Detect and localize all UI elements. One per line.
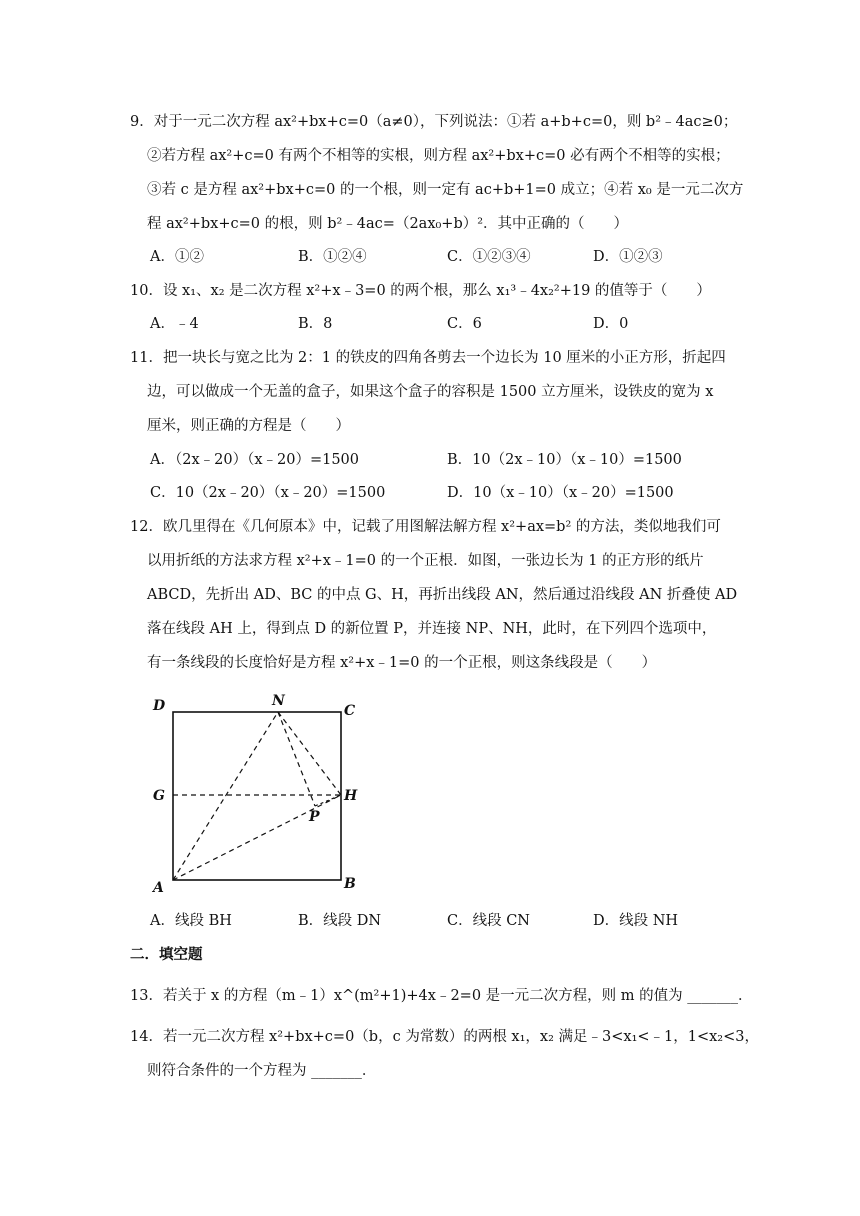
q11-line-2: 边，可以做成一个无盖的盒子，如果这个盒子的容积是 1500 立方厘米，设铁皮的宽为 x [147,384,714,400]
q9-line-4: 程 ax²+bx+c=0 的根，则 b²﹣4ac=（2ax₀+b）²．其中正确的（ ） [147,216,629,232]
q9-line-2: ②若方程 ax²+c=0 有两个不相等的实根，则方程 ax²+bx+c=0 必有两个不相等的实根； [147,148,730,164]
q9-line-3: ③若 c 是方程 ax²+bx+c=0 的一个根，则一定有 ac+b+1=0 成立；④若 x₀ 是一元二次方 [147,182,744,198]
q11-option-b: B．10（2x﹣10）（x﹣10）=1500 [447,452,682,468]
segment-an [173,712,278,880]
square-folding-figure [145,688,375,898]
q9-option-c: C．①②③④ [447,249,531,265]
q12-option-d: D．线段 NH [593,913,679,929]
q10-option-c: C．6 [447,316,482,332]
segment-np [278,712,315,806]
q12-line-1: 12．欧几里得在《几何原本》中，记载了用图解法解方程 x²+ax=b² 的方法，类似地我们可 [130,519,721,535]
q9-option-d: D．①②③ [593,249,663,265]
q14-line-1: 14．若一元二次方程 x²+bx+c=0（b，c 为常数）的两根 x₁，x₂ 满足﹣3<x₁<﹣1，1<x₂<3， [130,1029,759,1045]
q12-line-5: 有一条线段的长度恰好是方程 x²+x﹣1=0 的一个正根，则这条线段是（ ） [147,655,657,671]
q11-option-a: A．（2x﹣20）（x﹣20）=1500 [150,452,360,468]
q12-line-3: ABCD，先折出 AD、BC 的中点 G、H，再折出线段 AN，然后通过沿线段 AN 折叠使 AD [147,587,738,603]
q10-option-b: B．8 [298,316,333,332]
label-d: D [153,698,166,714]
q10-option-d: D．0 [593,316,629,332]
segment-nh [278,712,341,795]
q14-line-2: 则符合条件的一个方程为 _______． [147,1063,377,1079]
q10-option-a: A．﹣4 [150,316,199,332]
label-p: P [309,809,320,825]
label-g: G [153,788,165,804]
label-n: N [272,693,285,709]
square-abcd [173,712,341,880]
q11-option-d: D．10（x﹣10）（x﹣20）=1500 [447,485,674,501]
section-title-fill-in: 二．填空题 [130,946,203,963]
q11-option-c: C．10（2x﹣20）（x﹣20）=1500 [150,485,386,501]
figure-svg [145,688,375,898]
q11-line-1: 11．把一块长与宽之比为 2：1 的铁皮的四角各剪去一个边长为 10 厘米的小正方形，折起四 [130,350,726,366]
q9-line-1: 9．对于一元二次方程 ax²+bx+c=0（a≠0），下列说法：①若 a+b+c=0，则 b²﹣4ac≥0； [130,114,738,130]
q12-option-c: C．线段 CN [447,913,530,929]
q9-option-a: A．①② [150,249,204,265]
label-b: B [344,876,356,892]
q13-line-1: 13．若关于 x 的方程（m﹣1）x^(m²+1)+4x﹣2=0 是一元二次方程，则 m 的值为 _______． [130,988,753,1004]
q12-option-b: B．线段 DN [298,913,382,929]
label-a: A [153,880,164,896]
label-c: C [344,703,356,719]
q9-option-b: B．①②④ [298,249,367,265]
q12-line-4: 落在线段 AH 上，得到点 D 的新位置 P，并连接 NP、NH，此时，在下列四个选项中， [147,621,717,637]
q11-line-3: 厘米，则正确的方程是（ ） [147,418,350,434]
q12-line-2: 以用折纸的方法求方程 x²+x﹣1=0 的一个正根．如图，一张边长为 1 的正方形的纸片 [147,553,704,569]
segment-ah [173,795,341,880]
q12-option-a: A．线段 BH [150,913,232,929]
q10-line-1: 10．设 x₁、x₂ 是二次方程 x²+x﹣3=0 的两个根，那么 x₁³﹣4x₂²+19 的值等于（ ） [130,283,711,299]
label-h: H [344,788,358,804]
